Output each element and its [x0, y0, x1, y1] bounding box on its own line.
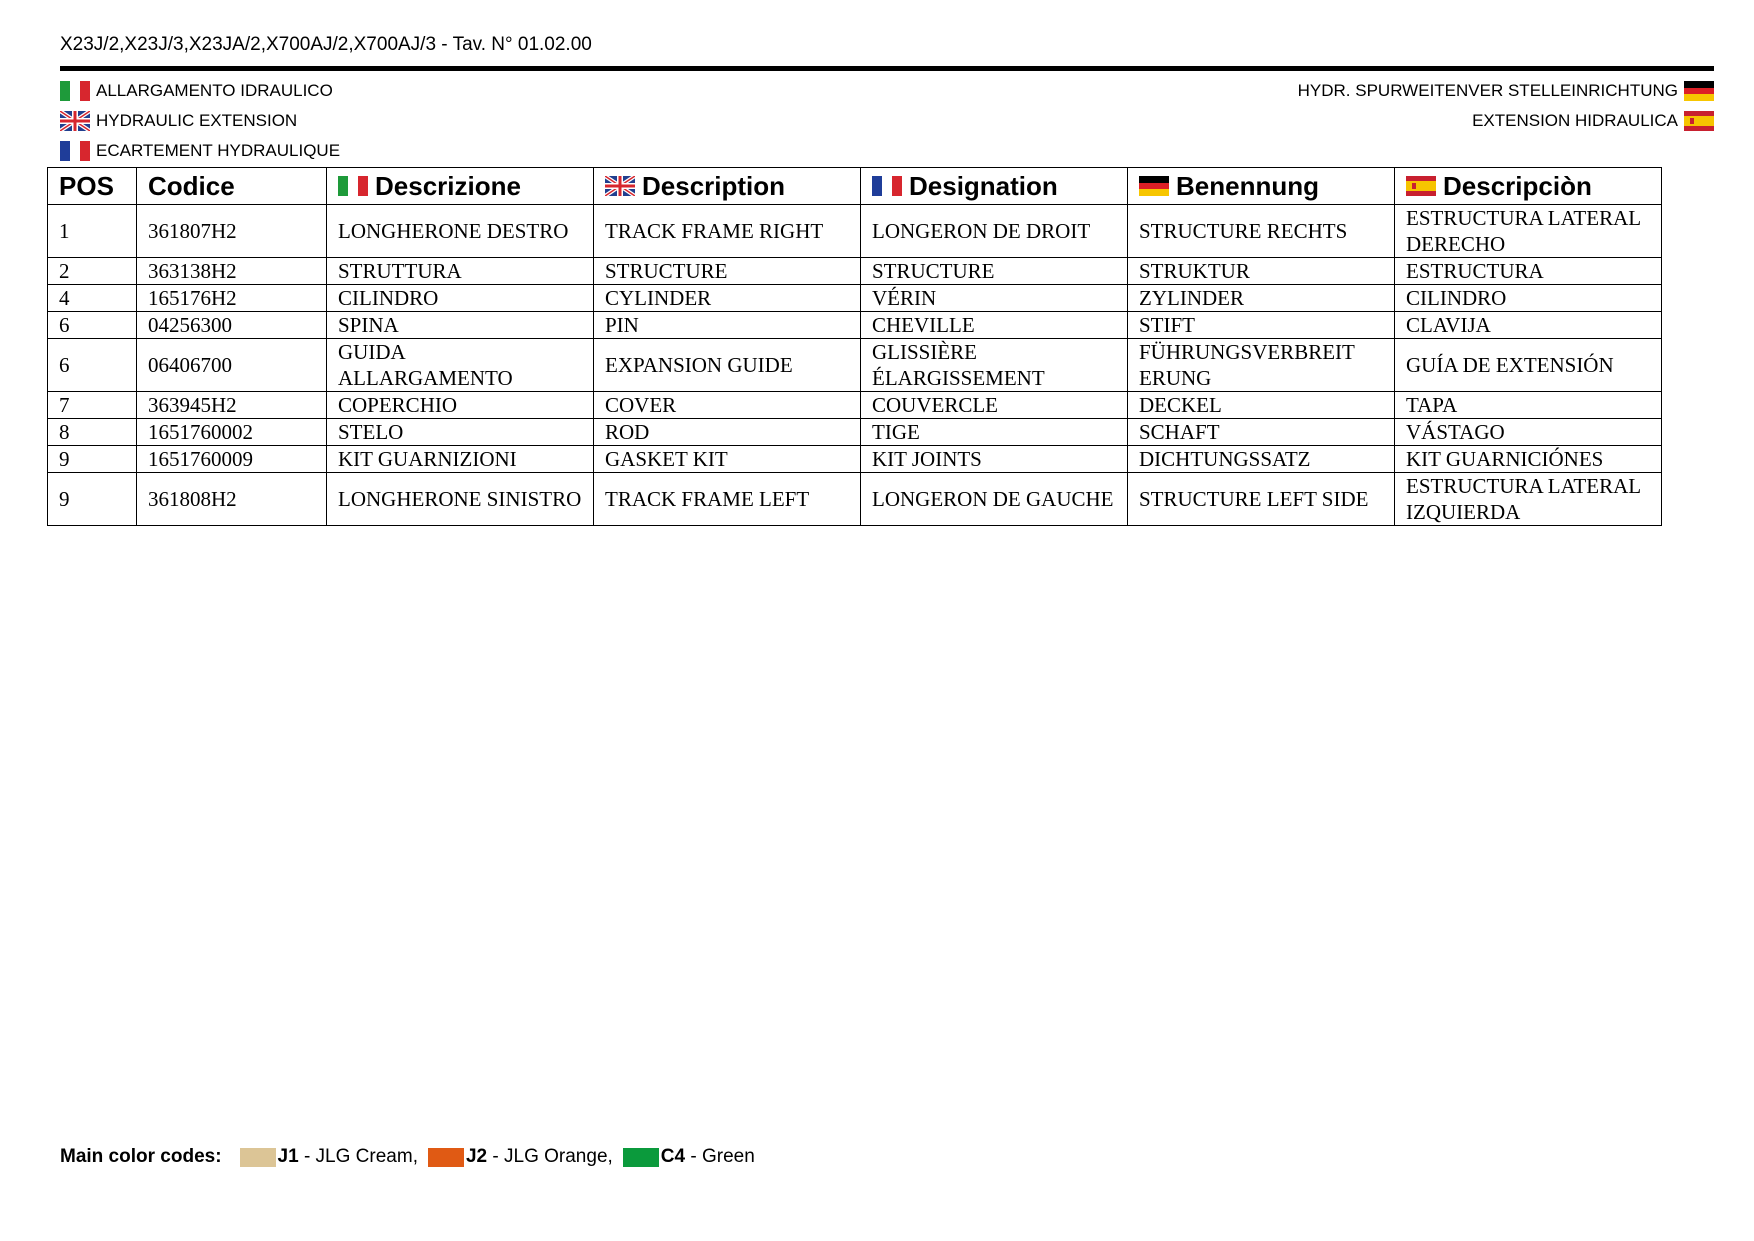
cell-desc-fr: CHEVILLE	[861, 312, 1128, 339]
cell-code: 361807H2	[137, 205, 327, 258]
color-code-text: - Green	[685, 1146, 755, 1167]
cell-desc-it: LONGHERONE DESTRO	[327, 205, 594, 258]
lang-title-en	[60, 106, 340, 136]
header-desc-de	[1128, 168, 1395, 205]
cell-desc-fr: LONGERON DE DROIT	[861, 205, 1128, 258]
cell-pos: 4	[48, 285, 137, 312]
header-desc-it-label: Descrizione	[375, 170, 521, 201]
header-desc-de-label: Benennung	[1176, 170, 1319, 201]
cell-code: 1651760002	[137, 419, 327, 446]
cell-desc-fr: COUVERCLE	[861, 392, 1128, 419]
color-codes-label: Main color codes:	[60, 1146, 222, 1167]
cell-code: 363945H2	[137, 392, 327, 419]
lang-title-de	[1298, 76, 1714, 106]
cell-pos: 8	[48, 419, 137, 446]
cell-desc-en: GASKET KIT	[594, 446, 861, 473]
cell-desc-fr: STRUCTURE	[861, 258, 1128, 285]
uk-flag-icon	[60, 111, 90, 131]
cell-desc-es: ESTRUCTURA LATERAL DERECHO	[1395, 205, 1662, 258]
cell-pos: 9	[48, 446, 137, 473]
cell-desc-de: FÜHRUNGSVERBREIT ERUNG	[1128, 339, 1395, 392]
it-flag-icon	[338, 176, 368, 196]
cell-desc-fr: KIT JOINTS	[861, 446, 1128, 473]
cell-code: 1651760009	[137, 446, 327, 473]
header-desc-es	[1395, 168, 1662, 205]
document-title: X23J/2,X23J/3,X23JA/2,X700AJ/2,X700AJ/3 - Tav. N° 01.02.00	[60, 34, 592, 55]
de-flag-icon	[1139, 176, 1169, 196]
lang-title-fr	[60, 136, 340, 166]
lang-title-es-label: EXTENSION HIDRAULICA	[1472, 111, 1678, 130]
header-desc-en	[594, 168, 861, 205]
table-row	[48, 473, 1662, 526]
cell-desc-de: ZYLINDER	[1128, 285, 1395, 312]
header-desc-fr-label: Designation	[909, 170, 1058, 201]
cell-desc-en: STRUCTURE	[594, 258, 861, 285]
cell-desc-en: CYLINDER	[594, 285, 861, 312]
header-desc-es-label: Descripciòn	[1443, 170, 1592, 201]
uk-flag-icon	[605, 176, 635, 196]
lang-title-fr-label: ECARTEMENT HYDRAULIQUE	[96, 141, 341, 160]
cell-desc-en: TRACK FRAME RIGHT	[594, 205, 861, 258]
title-divider	[60, 66, 1714, 71]
cell-desc-es: VÁSTAGO	[1395, 419, 1662, 446]
color-swatch	[623, 1148, 659, 1167]
cell-desc-it: GUIDA ALLARGAMENTO	[327, 339, 594, 392]
cell-desc-en: COVER	[594, 392, 861, 419]
language-titles-left	[60, 76, 340, 166]
lang-title-es	[1298, 106, 1714, 136]
de-flag-icon	[1684, 81, 1714, 101]
cell-desc-de: STRUKTUR	[1128, 258, 1395, 285]
cell-desc-it: STELO	[327, 419, 594, 446]
lang-title-it	[60, 76, 340, 106]
color-code-text: - JLG Cream,	[298, 1146, 418, 1167]
cell-desc-it: CILINDRO	[327, 285, 594, 312]
cell-pos: 1	[48, 205, 137, 258]
cell-desc-en: TRACK FRAME LEFT	[594, 473, 861, 526]
cell-pos: 6	[48, 312, 137, 339]
cell-code: 361808H2	[137, 473, 327, 526]
cell-code: 363138H2	[137, 258, 327, 285]
color-code-c4	[623, 1146, 755, 1168]
cell-desc-it: SPINA	[327, 312, 594, 339]
table-row	[48, 312, 1662, 339]
cell-desc-fr: LONGERON DE GAUCHE	[861, 473, 1128, 526]
table-row	[48, 285, 1662, 312]
cell-desc-es: GUÍA DE EXTENSIÓN	[1395, 339, 1662, 392]
cell-desc-es: KIT GUARNICIÓNES	[1395, 446, 1662, 473]
cell-desc-it: STRUTTURA	[327, 258, 594, 285]
cell-desc-en: EXPANSION GUIDE	[594, 339, 861, 392]
header-desc-it	[327, 168, 594, 205]
es-flag-icon	[1684, 111, 1714, 131]
language-titles-right	[1298, 76, 1714, 136]
table-row	[48, 339, 1662, 392]
color-code-id: C4	[660, 1146, 686, 1167]
es-flag-icon	[1406, 176, 1436, 196]
cell-pos: 6	[48, 339, 137, 392]
color-swatch	[428, 1148, 464, 1167]
cell-desc-es: CILINDRO	[1395, 285, 1662, 312]
cell-desc-de: SCHAFT	[1128, 419, 1395, 446]
cell-desc-de: STIFT	[1128, 312, 1395, 339]
cell-desc-fr: GLISSIÈRE ÉLARGISSEMENT	[861, 339, 1128, 392]
cell-desc-de: STRUCTURE RECHTS	[1128, 205, 1395, 258]
header-desc-fr	[861, 168, 1128, 205]
table-row	[48, 419, 1662, 446]
header-code-label: Codice	[148, 170, 235, 201]
cell-desc-es: TAPA	[1395, 392, 1662, 419]
lang-title-de-label: HYDR. SPURWEITENVER STELLEINRICHTUNG	[1297, 81, 1678, 100]
cell-desc-fr: VÉRIN	[861, 285, 1128, 312]
header-desc-en-label: Description	[642, 170, 786, 201]
cell-code: 04256300	[137, 312, 327, 339]
cell-desc-en: ROD	[594, 419, 861, 446]
lang-title-en-label: HYDRAULIC EXTENSION	[96, 111, 298, 130]
cell-desc-fr: TIGE	[861, 419, 1128, 446]
fr-flag-icon	[872, 176, 902, 196]
lang-title-it-label: ALLARGAMENTO IDRAULICO	[96, 81, 333, 100]
cell-desc-it: LONGHERONE SINISTRO	[327, 473, 594, 526]
cell-pos: 2	[48, 258, 137, 285]
cell-desc-es: CLAVIJA	[1395, 312, 1662, 339]
table-row	[48, 258, 1662, 285]
cell-code: 165176H2	[137, 285, 327, 312]
cell-desc-es: ESTRUCTURA	[1395, 258, 1662, 285]
cell-pos: 9	[48, 473, 137, 526]
cell-desc-it: KIT GUARNIZIONI	[327, 446, 594, 473]
table-row	[48, 392, 1662, 419]
cell-desc-it: COPERCHIO	[327, 392, 594, 419]
parts-table	[47, 167, 1662, 526]
table-header-row	[48, 168, 1662, 205]
it-flag-icon	[60, 81, 90, 101]
cell-desc-en: PIN	[594, 312, 861, 339]
fr-flag-icon	[60, 141, 90, 161]
color-swatch	[240, 1148, 276, 1167]
cell-desc-de: STRUCTURE LEFT SIDE	[1128, 473, 1395, 526]
color-code-text: - JLG Orange,	[487, 1146, 613, 1167]
table-row	[48, 446, 1662, 473]
header-pos-label: POS	[59, 170, 114, 201]
header-pos	[48, 168, 137, 205]
cell-desc-de: DICHTUNGSSATZ	[1128, 446, 1395, 473]
cell-code: 06406700	[137, 339, 327, 392]
color-code-j2	[428, 1146, 613, 1168]
color-codes-legend	[60, 1146, 765, 1168]
color-code-j1	[240, 1146, 418, 1168]
cell-desc-de: DECKEL	[1128, 392, 1395, 419]
cell-pos: 7	[48, 392, 137, 419]
cell-desc-es: ESTRUCTURA LATERAL IZQUIERDA	[1395, 473, 1662, 526]
table-row	[48, 205, 1662, 258]
color-code-id: J2	[465, 1146, 488, 1167]
color-code-id: J1	[277, 1146, 299, 1167]
header-code	[137, 168, 327, 205]
